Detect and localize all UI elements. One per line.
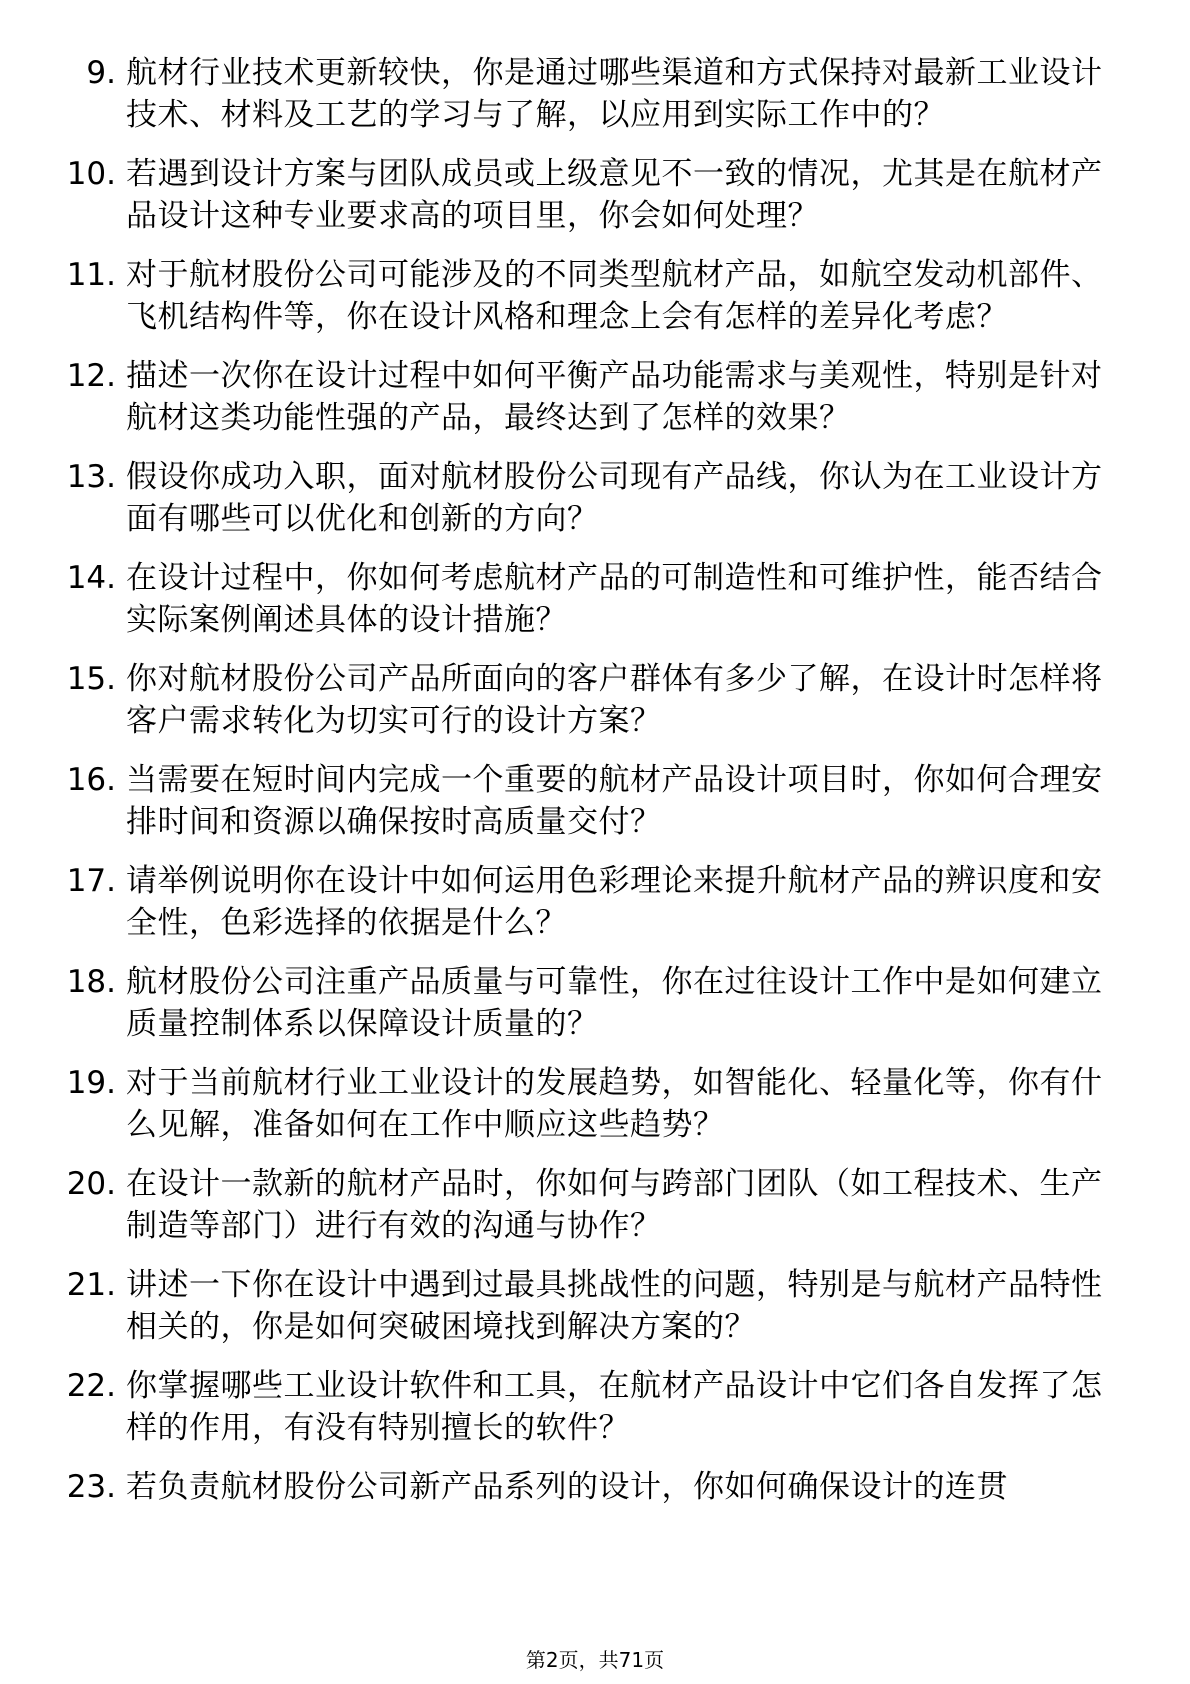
question-item <box>58 1264 1118 1348</box>
question-text: 航材行业技术更新较快，你是通过哪些渠道和方式保持对最新工业设计技术、材料及工艺的学习与了解，以应用到实际工作中的？ <box>126 55 1103 133</box>
question-item <box>58 52 1118 136</box>
question-item <box>58 153 1118 237</box>
question-item <box>58 658 1118 742</box>
question-number: 21. <box>66 1267 116 1303</box>
question-item <box>58 759 1118 843</box>
question-number: 19. <box>66 1065 116 1101</box>
question-number: 9. <box>86 55 116 91</box>
question-text: 航材股份公司注重产品质量与可靠性，你在过往设计工作中是如何建立质量控制体系以保障设计质量的？ <box>126 964 1103 1042</box>
question-list <box>58 52 1118 1525</box>
question-number: 11. <box>66 257 116 293</box>
question-text: 对于当前航材行业工业设计的发展趋势，如智能化、轻量化等，你有什么见解，准备如何在工作中顺应这些趋势？ <box>126 1065 1103 1143</box>
question-text: 若负责航材股份公司新产品系列的设计，你如何确保设计的连贯 <box>126 1469 1008 1505</box>
question-number: 10. <box>66 156 116 192</box>
question-number: 13. <box>66 459 116 495</box>
question-number: 18. <box>66 964 116 1000</box>
question-item <box>58 1466 1118 1508</box>
question-item <box>58 355 1118 439</box>
question-number: 12. <box>66 358 116 394</box>
question-item <box>58 557 1118 641</box>
question-number: 23. <box>66 1469 116 1505</box>
question-item <box>58 456 1118 540</box>
question-text: 对于航材股份公司可能涉及的不同类型航材产品，如航空发动机部件、飞机结构件等，你在设计风格和理念上会有怎样的差异化考虑？ <box>126 257 1103 335</box>
question-number: 17. <box>66 863 116 899</box>
question-text: 讲述一下你在设计中遇到过最具挑战性的问题，特别是与航材产品特性相关的，你是如何突破困境找到解决方案的？ <box>126 1267 1103 1345</box>
question-item <box>58 1365 1118 1449</box>
question-text: 假设你成功入职，面对航材股份公司现有产品线，你认为在工业设计方面有哪些可以优化和创新的方向？ <box>126 459 1103 537</box>
question-text: 请举例说明你在设计中如何运用色彩理论来提升航材产品的辨识度和安全性，色彩选择的依据是什么？ <box>126 863 1103 941</box>
page-footer: 第2页，共71页 <box>525 1648 665 1672</box>
question-number: 14. <box>66 560 116 596</box>
question-text: 描述一次你在设计过程中如何平衡产品功能需求与美观性，特别是针对航材这类功能性强的产品，最终达到了怎样的效果？ <box>126 358 1103 436</box>
question-text: 当需要在短时间内完成一个重要的航材产品设计项目时，你如何合理安排时间和资源以确保按时高质量交付？ <box>126 762 1103 840</box>
question-text: 在设计一款新的航材产品时，你如何与跨部门团队（如工程技术、生产制造等部门）进行有效的沟通与协作？ <box>126 1166 1103 1244</box>
question-number: 20. <box>66 1166 116 1202</box>
question-text: 你对航材股份公司产品所面向的客户群体有多少了解，在设计时怎样将客户需求转化为切实可行的设计方案？ <box>126 661 1103 739</box>
question-item <box>58 860 1118 944</box>
question-number: 15. <box>66 661 116 697</box>
question-text: 若遇到设计方案与团队成员或上级意见不一致的情况，尤其是在航材产品设计这种专业要求高的项目里，你会如何处理？ <box>126 156 1103 234</box>
question-item <box>58 254 1118 338</box>
question-number: 22. <box>66 1368 116 1404</box>
question-item <box>58 1163 1118 1247</box>
question-text: 你掌握哪些工业设计软件和工具，在航材产品设计中它们各自发挥了怎样的作用，有没有特别擅长的软件？ <box>126 1368 1103 1446</box>
question-item <box>58 1062 1118 1146</box>
question-item <box>58 961 1118 1045</box>
question-text: 在设计过程中，你如何考虑航材产品的可制造性和可维护性，能否结合实际案例阐述具体的设计措施？ <box>126 560 1103 638</box>
question-number: 16. <box>66 762 116 798</box>
